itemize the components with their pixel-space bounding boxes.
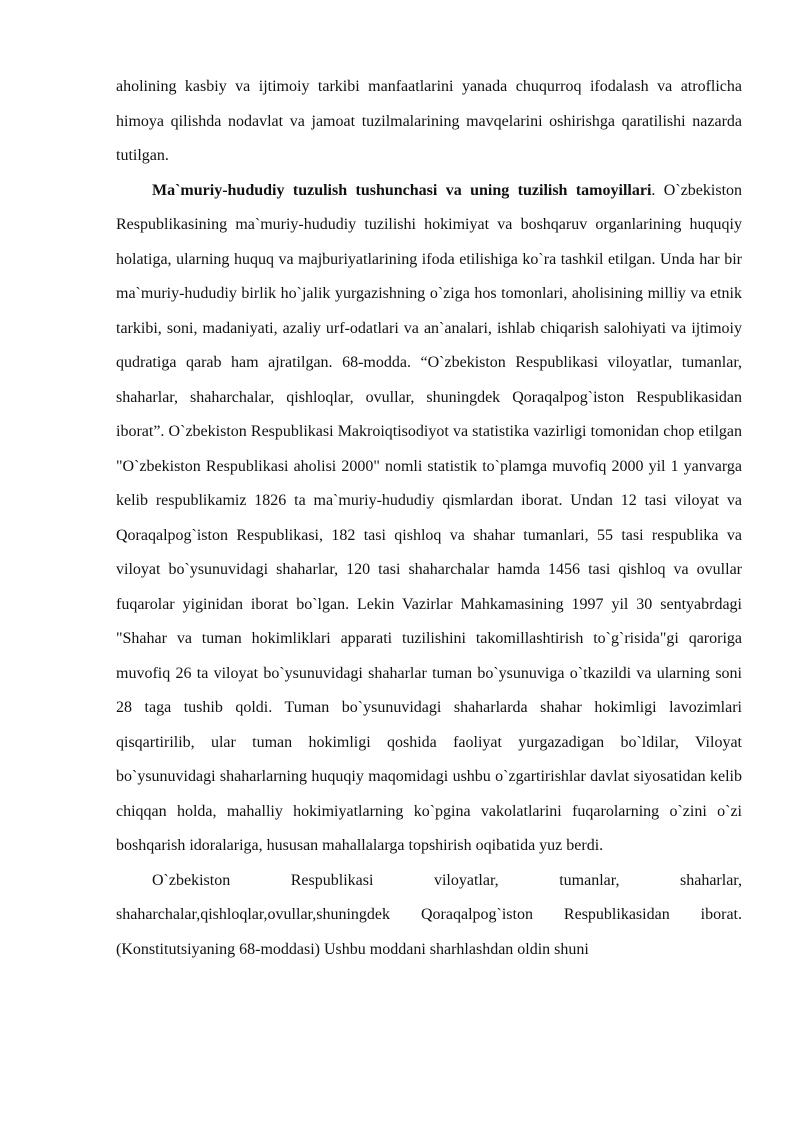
- paragraph-2-body: O`zbekiston Respublikasining ma`muriy-hududiy tuzilishi hokimiyat va boshqaruv organlarining huquqiy holatiga, ularning huquq va majburiyatlarining ifoda etilishiga ko`ra tashkil etilgan. Unda har bir ma`muriy-hududiy birlik ho`jalik yurgazishning o`ziga hos tomonlari, aholisining milliy va etnik tarkibi, soni, madaniyati, azaliy urf-odatlari va an`analari, ishlab chiqarish salohiyati va ijtimoiy qudratiga qarab ham ajratilgan. 68-modda. “O`zbekiston Respublikasi viloyatlar, tumanlar, shaharlar, shaharchalar, qishloqlar, ovullar, shuningdek Qoraqalpog`iston Respublikasidan iborat”. O`zbekiston Respublikasi Makroiqtisodiyot va statistika vazirligi tomonidan chop etilgan "O`zbekiston Respublikasi aholisi 2000" nomli statistik to`plamga muvofiq 2000 yil 1 yanvarga kelib respublikamiz 1826 ta ma`muriy-hududiy qismlardan iborat. Undan 12 tasi viloyat va Qoraqalpog`iston Respublikasi, 182 tasi qishloq va shahar tumanlari, 55 tasi respublika va viloyat bo`ysunuvidagi shaharlar, 120 tasi shaharchalar hamda 1456 tasi qishloq va ovullar fuqarolar yiginidan iborat bo`lgan. Lekin Vazirlar Mahkamasining 1997 yil 30 sentyabrdagi "Shahar va tuman hokimliklari apparati tuzilishini takomillashtirish to`g`risida"gi qaroriga muvofiq 26 ta viloyat bo`ysunuvidagi shaharlar tuman bo`ysunuviga o`tkazildi va ularning soni 28 taga tushib qoldi. Tuman bo`ysunuvidagi shaharlarda shahar hokimligi lavozimlari qisqartirilib, ular tuman hokimligi qoshida faoliyat yurgazadigan bo`ldilar, Viloyat bo`ysunuvidagi shaharlarning huquqiy maqomidagi ushbu o`zgartirishlar davlat siyosatidan kelib chiqqan holda, mahalliy hokimiyatlarning ko`pgina vakolatlarini fuqarolarning o`zini o`zi boshqarish idoralariga, hususan mahallalarga topshirish oqibatida yuz berdi.: [116, 181, 743, 854]
- paragraph-1: aholining kasbiy va ijtimoiy tarkibi manfaatlarini yanada chuqurroq ifodalash va atroflicha himoya qilishda nodavlat va jamoat tuzilmalarining mavqelarini oshirishga qaratilishi nazarda tutilgan.: [116, 78, 742, 164]
- paragraph-3: O`zbekiston Respublikasi viloyatlar, tumanlar, shaharlar, shaharchalar,qishloqlar,ovullar,shuningdek Qoraqalpog`iston Respublikasidan iborat.(Konstitutsiyaning 68-moddasi) Ushbu moddani sharhlashdan oldin shuni: [116, 871, 742, 958]
- section-heading: Ma`muriy-hududiy tuzulish tushunchasi va uning tuzilish tamoyillari: [152, 181, 652, 199]
- paragraph-2: [116, 174, 742, 864]
- section-heading-period: .: [651, 181, 656, 199]
- document-page: [116, 70, 742, 967]
